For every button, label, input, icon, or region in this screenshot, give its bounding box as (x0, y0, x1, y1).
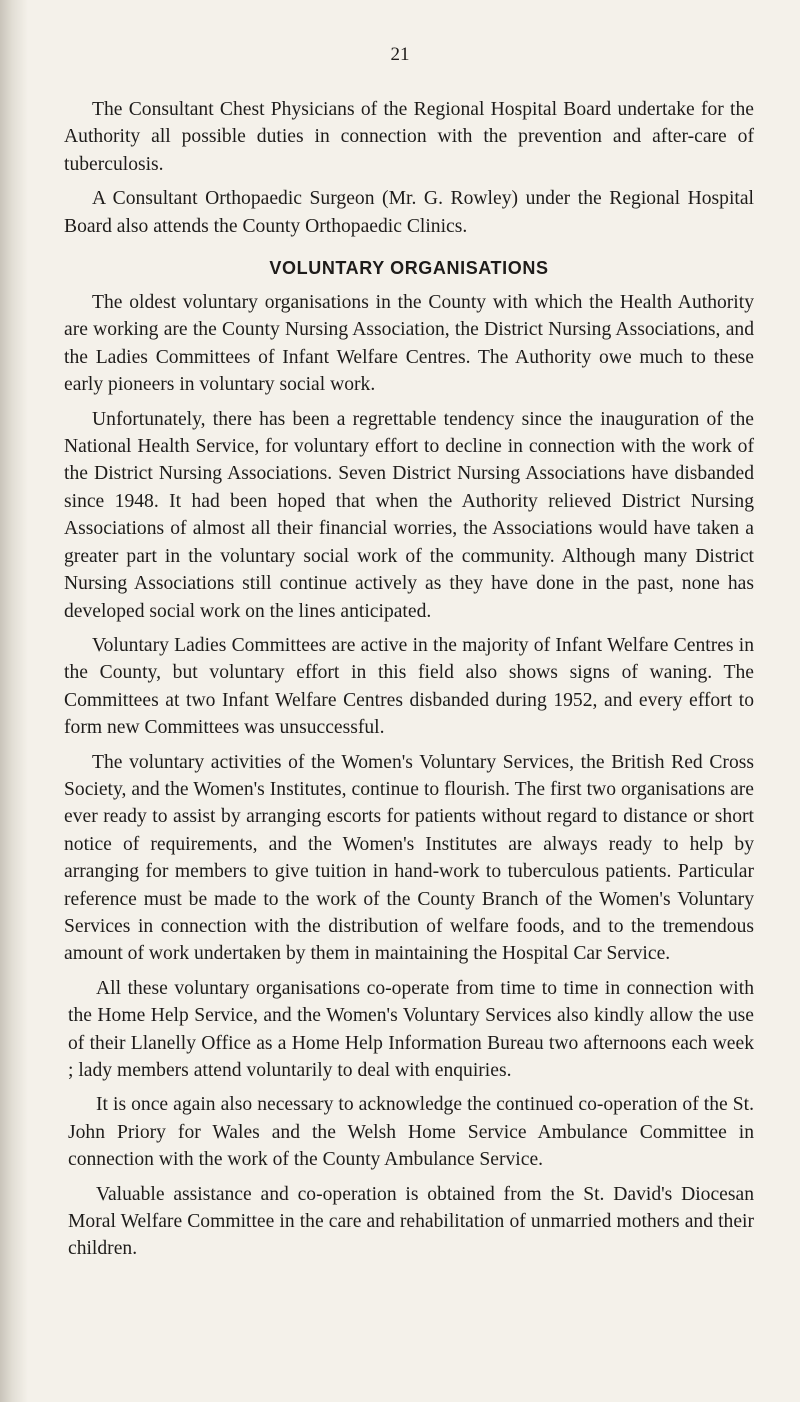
page-binding-shadow (0, 0, 28, 1402)
section-paragraph-2: Unfortunately, there has been a regrettable tendency since the inauguration of the National Health Service, for voluntary effort to decline in connection with the work of the District Nursing Associations. Seven District Nursing Associations have disbanded since 1948. It had been hoped that when the Authority relieved District Nursing Associations of almost all their financial worries, the Associations would have taken a greater part in the voluntary social work of the community. Although many District Nursing Associations still continue actively as they have done in the past, none has developed social work on the lines anticipated. (64, 408, 754, 622)
page-number: 21 (390, 44, 410, 65)
section-heading: VOLUNTARY ORGANISATIONS (269, 258, 549, 279)
section-paragraph-1: The oldest voluntary organisations in the County with which the Health Authority are working are the County Nursing Association, the District Nursing Associations, and the Ladies Committees of Infant Welfare Centres. The Authority owe much to these early pioneers in voluntary social work. (64, 292, 754, 396)
section-paragraph-6: It is once again also necessary to acknowledge the continued co-operation of the St. John Priory for Wales and the Welsh Home Service Ambulance Committee in connection with the work of the County Ambulance Service. (68, 1094, 754, 1171)
page-body (64, 96, 754, 1270)
section-paragraph-3: Voluntary Ladies Committees are active in the majority of Infant Welfare Centres in the County, but voluntary effort in this field also shows signs of waning. The Committees at two Infant Welfare Centres disbanded during 1952, and every effort to form new Committees was unsuccessful. (64, 634, 754, 739)
section-paragraph-4: The voluntary activities of the Women's Voluntary Services, the British Red Cross Society, and the Women's Institutes, continue to flourish. The first two organisations are ever ready to assist by arranging escorts for patients without regard to distance or short notice of requirements, and the Women's Institutes are always ready to help by arranging for members to give tuition in hand-work to tuberculous patients. Particular reference must be made to the work of the County Branch of the Women's Voluntary Services in connection with the distribution of welfare foods, and to the tremendous amount of work undertaken by them in maintaining the Hospital Car Service. (64, 751, 754, 965)
intro-paragraph-1: The Consultant Chest Physicians of the Regional Hospital Board undertake for the Authority all possible duties in connection with the prevention and after-care of tuberculosis. (64, 99, 754, 175)
intro-paragraph-2: A Consultant Orthopaedic Surgeon (Mr. G. Rowley) under the Regional Hospital Board also attends the County Orthopaedic Clinics. (64, 188, 754, 237)
section-paragraph-5: All these voluntary organisations co-operate from time to time in connection with the Home Help Service, and the Women's Voluntary Services also kindly allow the use of their Llanelly Office as a Home Help Information Bureau two afternoons each week ; lady members attend voluntarily to deal with enquiries. (68, 977, 754, 1081)
section-paragraph-7: Valuable assistance and co-operation is obtained from the St. David's Diocesan Moral Welfare Committee in the care and rehabilitation of unmarried mothers and their children. (68, 1183, 754, 1260)
